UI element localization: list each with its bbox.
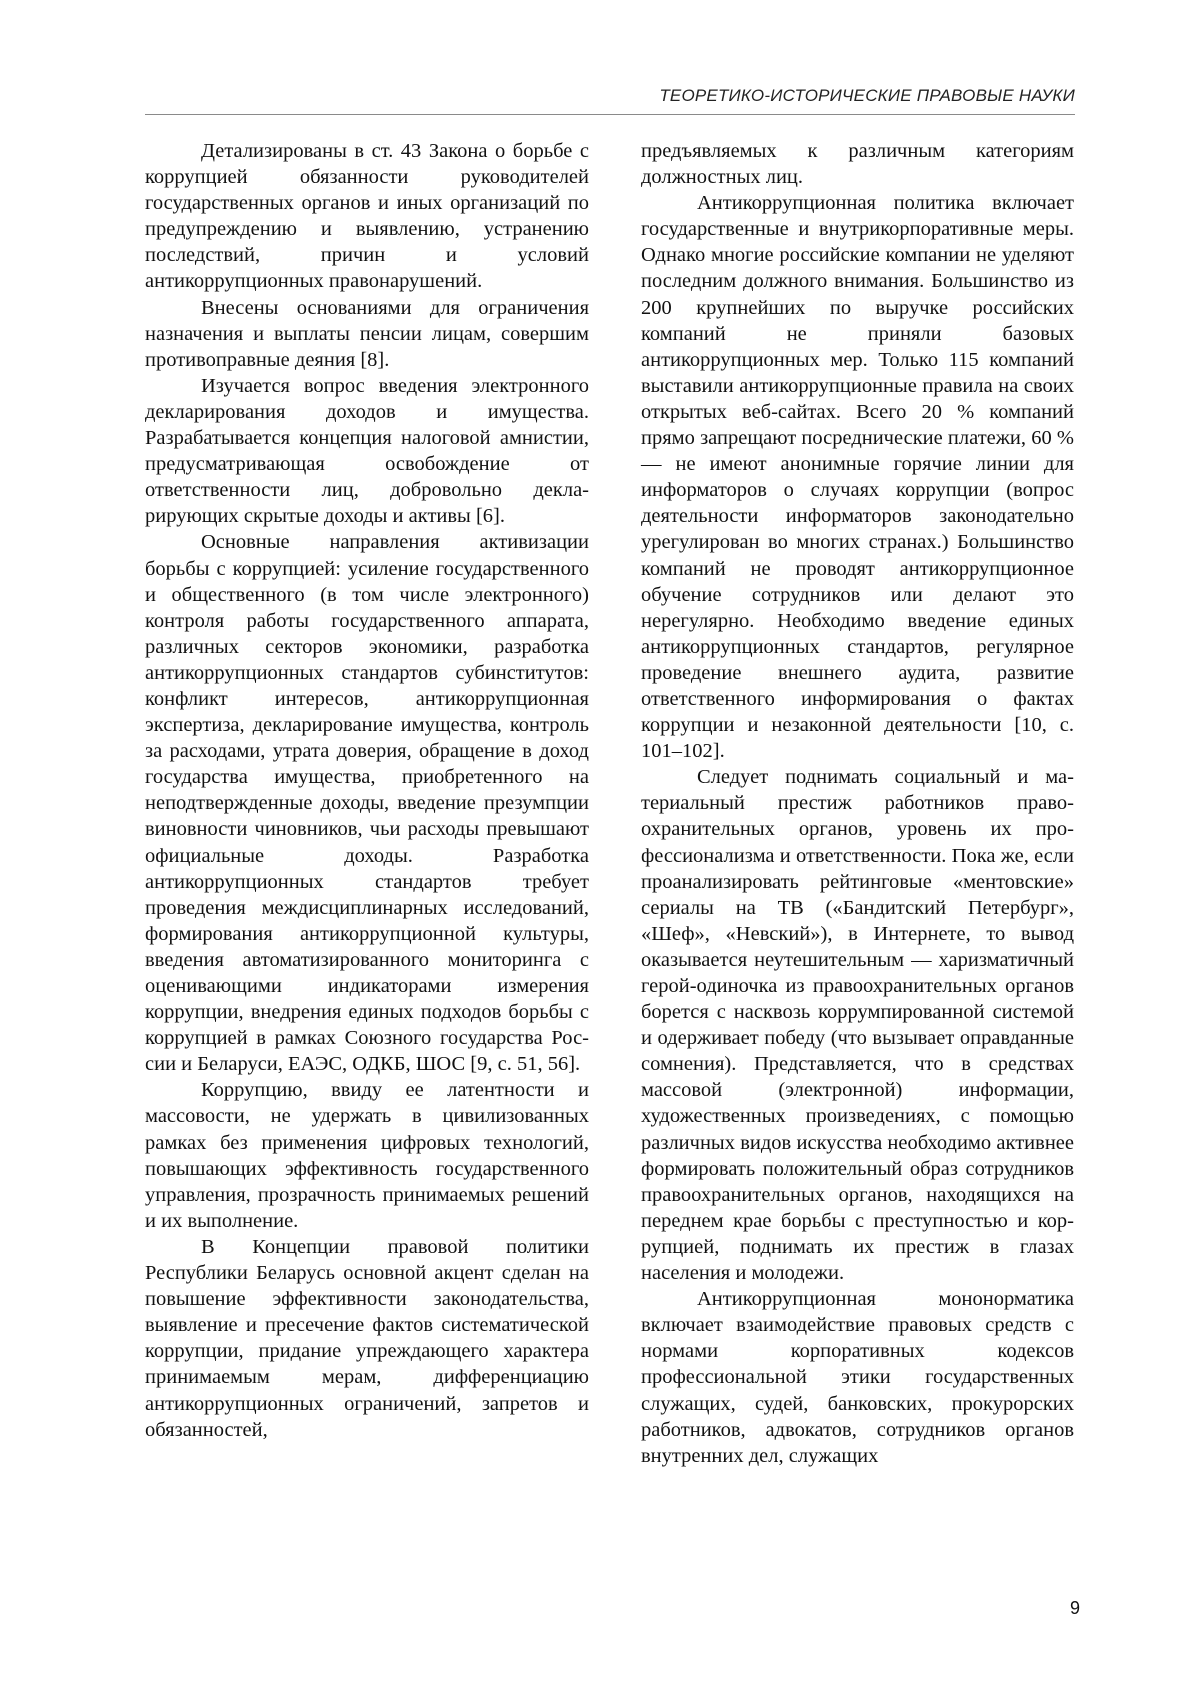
paragraph: Внесены основаниями для ограничения назначения и выплаты пенсии лицам, совершим противоправные деяния [8]. bbox=[145, 296, 589, 371]
header-divider bbox=[145, 114, 1075, 115]
running-header: ТЕОРЕТИКО-ИСТОРИЧЕСКИЕ ПРАВОВЫЕ НАУКИ bbox=[659, 86, 1075, 105]
paragraph: Следует поднимать социальный и материальный престиж работников правоохранительных органов, уровень их профессионализма и ответственности. Пока же, если проанализировать рейтинговые «ментовские» сериалы на ТВ («Бандитский Петербург», «Шеф», «Невский»), в Интернете, то вывод оказывается неутешительным — харизматичный герой-одиночка из правоохранительных органов борется с насквозь коррумпированной системой и одерживает победу (что вызывает оправданные сомнения). Представляется, что в средствах массовой (электронной) информации, художественных произведениях, с помощью различных видов искусства необходимо активнее формировать положительный образ сотрудников правоохранительных органов, находящихся на переднем крае борьбы с преступностью и коррупцией, поднимать их престиж в глазах населения и молодежи. bbox=[641, 766, 1074, 1285]
left-column bbox=[145, 138, 589, 1443]
paragraph: Коррупцию, ввиду ее латентности и массовости, не удержать в цивилизованных рамках без применения цифровых технологий, повышающих эффективность государственного управления, прозрачность принимаемых решений и их выполнение. bbox=[145, 1079, 589, 1232]
paragraph: Изучается вопрос введения электронного декларирования доходов и имущества. Разрабатывается концепция налоговой амнистии, предусматривающая освобождение от ответственности лиц, добровольно декларирующих скрытые доходы и активы [6]. bbox=[145, 374, 589, 528]
paragraph: В Концепции правовой политики Республики Беларусь основной акцент сделан на повышение эффективности законодательства, выявление и пресечение фактов систематической коррупции, придание упреждающего характера принимаемым мерам, дифференциацию антикоррупционных ограничений, запретов и обязанностей, bbox=[145, 1235, 589, 1441]
right-column bbox=[641, 138, 1074, 1469]
paragraph: Антикоррупционная политика включает государственные и внутрикорпоративные меры. Однако многие российские компании не уделяют последним должного внимания. Большинство из 200 крупнейших по выручке российских компаний не приняли базовых антикоррупционных мер. Только 115 компаний выставили антикоррупционные правила на своих открытых веб-сайтах. Всего 20 % компаний прямо запрещают посреднические платежи, 60 % — не имеют анонимные горячие линии для информаторов о случаях коррупции (вопрос деятельности информаторов законодательно урегулирован во многих странах.) Большинство компаний не проводят антикоррупционное обучение сотрудников или делают это нерегулярно. Необходимо введение единых антикоррупционных стандартов, регулярное проведение внешнего аудита, развитие ответственного информирования о фактах коррупции и незаконной деятельности [10, с. 101–102]. bbox=[641, 192, 1074, 763]
paragraph-continuation: предъявляемых к различным категориям должностных лиц. bbox=[641, 140, 1074, 189]
paragraph: Детализированы в ст. 43 Закона о борьбе с коррупцией обязанности руководителей государственных органов и иных организаций по предупреждению и выявлению, устранению последствий, причин и условий антикоррупционных правонарушений. bbox=[145, 140, 589, 293]
paragraph: Антикоррупционная мононорматика включает взаимодействие правовых средств с нормами корпоративных кодексов профессиональной этики государственных служащих, судей, банковских, прокурорских работников, адвокатов, сотрудников органов внутренних дел, служащих bbox=[641, 1288, 1074, 1467]
page-number: 9 bbox=[1069, 1598, 1080, 1618]
paragraph: Основные направления активизации борьбы с коррупцией: усиление государственного и общественного (в том числе электронного) контроля работы государственного аппарата, различных секторов экономики, разработка антикоррупционных стандартов субинститутов: конфликт интересов, антикоррупционная экспертиза, декларирование имущества, контроль за расходами, утрата доверия, обращение в доход государства имущества, приобретенного на неподтвержденные доходы, введение презумпции виновности чиновников, чьи расходы превышают официальные доходы. Разработка антикоррупционных стандартов требует проведения междисциплинарных исследований, формирования антикоррупционной культуры, введения автоматизированного мониторинга с оценивающими индикаторами измерения коррупции, внедрения единых подходов борьбы с коррупцией в рамках Союзного государства России и Беларуси, ЕАЭС, ОДКБ, ШОС [9, с. 51, 56]. bbox=[145, 531, 589, 1076]
